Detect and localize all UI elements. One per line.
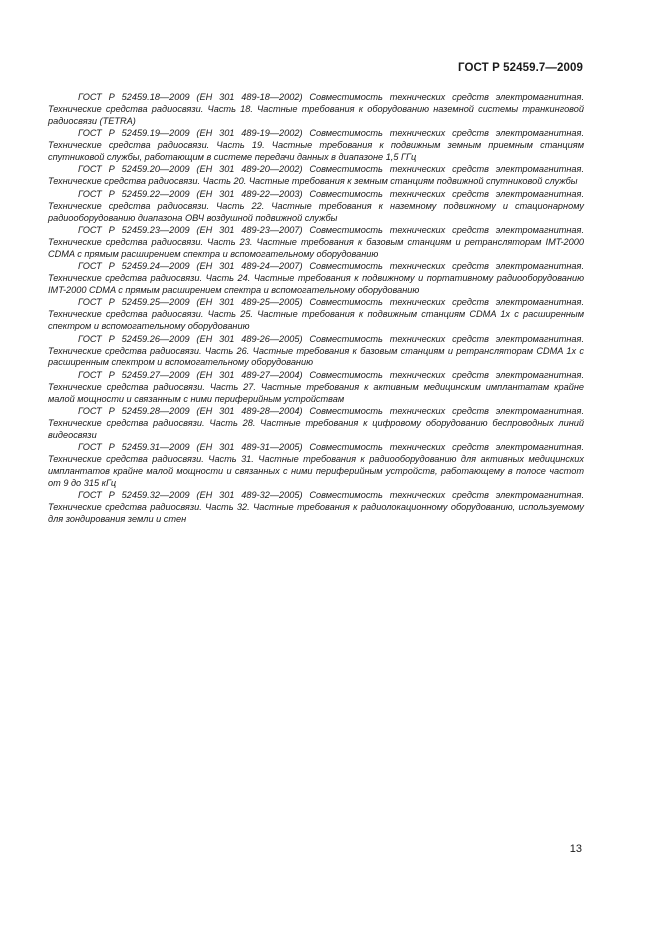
reference-entry-52459-28: ГОСТ Р 52459.28—2009 (ЕН 301 489-28—2004) Совместимость технических средств электромагнитная. Технические средства радиосвязи. Часть 28. Частные требования к цифровому оборудованию беспроводных линий видеосвязи	[48, 406, 584, 440]
document-header-code: ГОСТ Р 52459.7—2009	[458, 62, 583, 74]
reference-entry-52459-31: ГОСТ Р 52459.31—2009 (ЕН 301 489-31—2005) Совместимость технических средств электромагнитная. Технические средства радиосвязи. Часть 31. Частные требования к радиооборудованию для активных медицинских имплантатов крайне малой мощности и связанных с ними периферийным устройств, работающему в полосе частот от 9 до 315 кГц	[48, 442, 584, 488]
reference-entry-52459-26: ГОСТ Р 52459.26—2009 (ЕН 301 489-26—2005) Совместимость технических средств электромагнитная. Технические средства радиосвязи. Часть 26. Частные требования к базовым станциям и ретрансляторам CDMA 1x с расширенным спектром и вспомогательному оборудованию	[48, 333, 584, 368]
reference-entry-52459-23: ГОСТ Р 52459.23—2009 (ЕН 301 489-23—2007) Совместимость технических средств электромагнитная. Технические средства радиосвязи. Часть 23. Частные требования к базовым станциям и ретрансляторам IMT-2000 CDMA с прямым расширением спектра и вспомогательному оборудованию	[48, 224, 584, 259]
reference-entry-52459-19: ГОСТ Р 52459.19—2009 (ЕН 301 489-19—2002) Совместимость технических средств электромагнитная. Технические средства радиосвязи. Часть 19. Частные требования к подвижным земным приемным станциям спутниковой службы, работающим в системе передачи данных в диапазоне 1,5 ГГц	[48, 128, 584, 163]
references-list	[48, 92, 584, 527]
reference-entry-52459-20: ГОСТ Р 52459.20—2009 (ЕН 301 489-20—2002) Совместимость технических средств электромагнитная. Технические средства радиосвязи. Часть 20. Частные требования к земным станциям подвижной спутниковой службы	[48, 164, 584, 187]
reference-entry-52459-32: ГОСТ Р 52459.32—2009 (ЕН 301 489-32—2005) Совместимость технических средств электромагнитная. Технические средства радиосвязи. Часть 32. Частные требования к радиолокационному оборудованию, используемому для зондирования земли и стен	[48, 490, 584, 525]
page-number: 13	[569, 843, 582, 855]
reference-entry-52459-22: ГОСТ Р 52459.22—2009 (ЕН 301 489-22—2003) Совместимость технических средств электромагнитная. Технические средства радиосвязи. Часть 22. Частные требования к наземному подвижному и стационарному радиооборудованию диапазона ОВЧ воздушной подвижной службы	[48, 188, 584, 223]
reference-entry-52459-27: ГОСТ Р 52459.27—2009 (ЕН 301 489-27—2004) Совместимость технических средств электромагнитная. Технические средства радиосвязи. Часть 27. Частные требования к активным медицинским имплантатам крайне малой мощности и связанным с ними периферийным устройствам	[48, 369, 584, 404]
reference-entry-52459-18: ГОСТ Р 52459.18—2009 (ЕН 301 489-18—2002) Совместимость технических средств электромагнитная. Технические средства радиосвязи. Часть 18. Частные требования к оборудованию наземной системы транкинговой радиосвязи (TETRA)	[48, 92, 584, 126]
reference-entry-52459-24: ГОСТ Р 52459.24—2009 (ЕН 301 489-24—2007) Совместимость технических средств электромагнитная. Технические средства радиосвязи. Часть 24. Частные требования к подвижному и портативному радиооборудованию IMT-2000 CDMA с прямым расширением спектра и вспомогательному оборудованию	[48, 261, 584, 295]
reference-entry-52459-25: ГОСТ Р 52459.25—2009 (ЕН 301 489-25—2005) Совместимость технических средств электромагнитная. Технические средства радиосвязи. Часть 25. Частные требования к подвижным станциям CDMA 1x с расширенным спектром и вспомогательному оборудованию	[48, 297, 584, 332]
